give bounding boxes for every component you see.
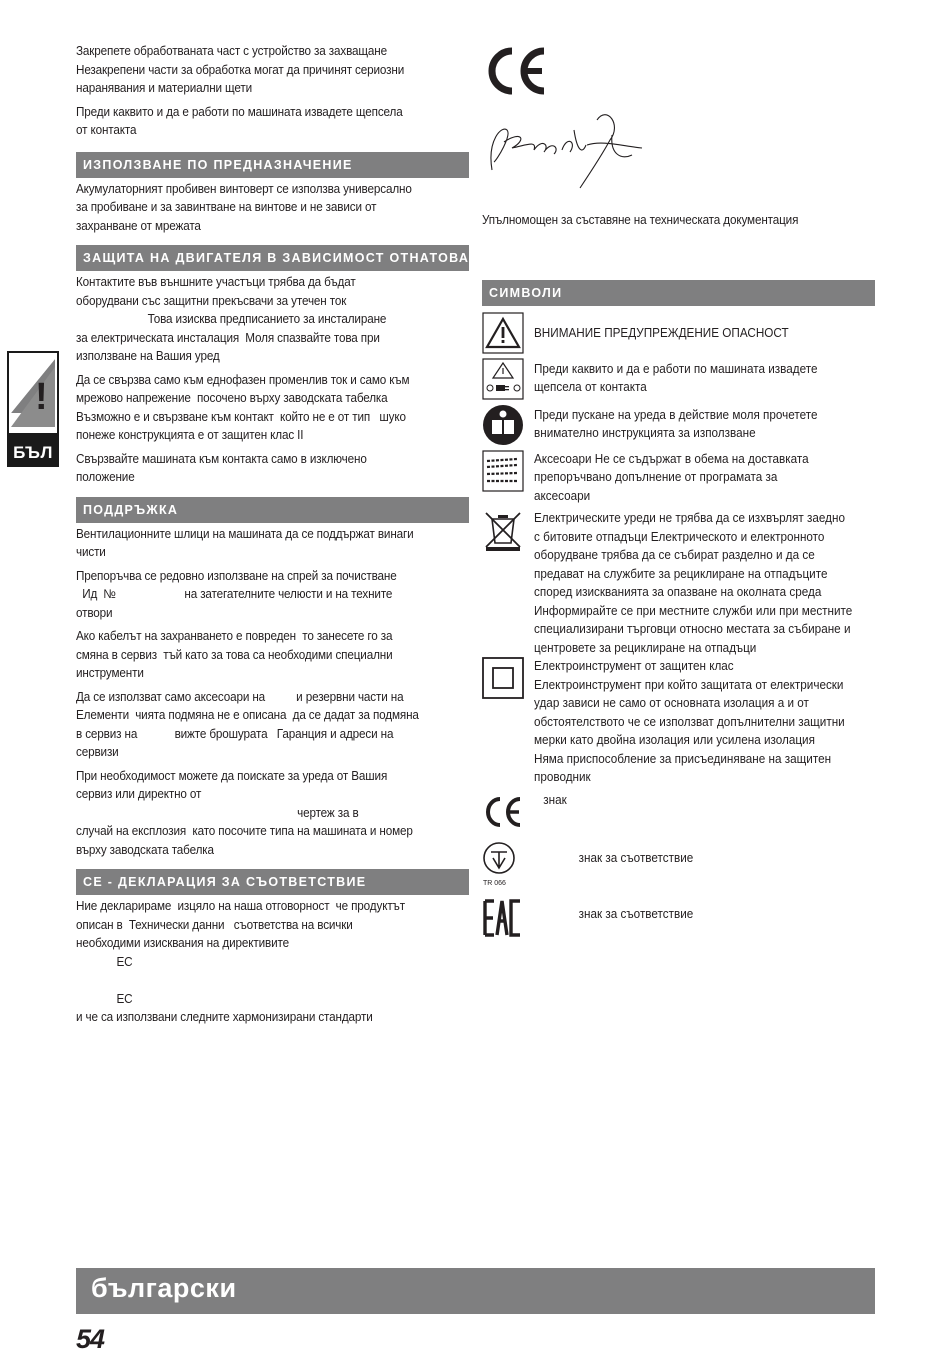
text-line: знак за съответствие <box>578 906 694 921</box>
text-line: Преди каквито и да е работи по машината извадете щепсела <box>76 104 403 119</box>
text-line: чертеж за в <box>76 805 359 820</box>
text-line: сервизи <box>76 745 119 759</box>
text-line: Електрическите уреди не трябва да се изхвърлят заедно <box>534 511 846 525</box>
text-line: ЕС <box>76 954 133 969</box>
text-line: Вентилационните шлици на машината да се поддържат винаги <box>76 526 414 541</box>
text-line: проводник <box>534 770 591 784</box>
text-line: и че са използвани следните хармонизирани стандарти <box>76 1010 373 1024</box>
symbol-row <box>482 509 875 657</box>
text-line: знак <box>543 792 567 807</box>
class-ii-icon <box>482 657 524 699</box>
text-line: Това изисква предписанието за инсталиране <box>76 312 387 326</box>
text-line: удар зависи не само от основната изолация а и от <box>534 696 809 710</box>
text-line: описан в Технически данни съответства на всички <box>76 917 353 932</box>
para-vents <box>76 525 471 562</box>
text-line: Преди пускане на уреда в действие моля прочетете <box>534 407 818 422</box>
heading-ce-declaration: CE - ДЕКЛАРАЦИЯ ЗА СЪОТВЕТСТВИЕ <box>76 869 469 895</box>
text-line: Ид № на затегателните челюсти и на техните <box>76 587 393 601</box>
page-number: 54 <box>76 1324 105 1354</box>
text-line: Закрепете обработваната част с устройство за захващане <box>76 44 387 58</box>
text-line: ВНИМАНИЕ ПРЕДУПРЕЖДЕНИЕ ОПАСНОСТ <box>534 325 789 340</box>
footer-language: български <box>91 1273 237 1303</box>
para-clamp <box>76 42 471 98</box>
text-line: отвори <box>76 605 113 620</box>
symbol-row <box>482 358 875 400</box>
para-unplug <box>76 103 471 140</box>
weee-bin-icon <box>482 509 524 551</box>
text-line: наранявания и материални щети <box>76 81 253 95</box>
text-line: смяна в сервиз тъй като за това са необходими специални <box>76 647 393 662</box>
svg-text:!: ! <box>35 376 48 418</box>
text-line: за пробиване и за завинтване на винтове и не зависи от <box>76 200 377 214</box>
text-line: захранване от мрежата <box>76 218 201 233</box>
text-line: Елементи чията подмяна не е описана да се дадат за подмяна <box>76 708 419 722</box>
text-line: внимателно инструкцията за използване <box>534 426 756 440</box>
symbol-description <box>534 404 851 443</box>
para-accessories <box>76 688 471 762</box>
read-manual-icon <box>482 404 524 446</box>
text-line: от контакта <box>76 123 137 137</box>
para-spray <box>76 567 471 623</box>
symbol-row <box>482 897 875 939</box>
text-line <box>76 971 471 990</box>
text-line: мерки като двойна изолация или усилена изолация <box>534 733 815 747</box>
text-line: оборудвани със защитни прекъсвачи за утечен ток <box>76 293 347 308</box>
signature <box>482 100 875 205</box>
text-line: сервиз или директно от <box>76 787 202 801</box>
text-line: ЗАЩИТА НА ДВИГАТЕЛЯ В ЗАВИСИМОСТ ОТ <box>83 251 410 265</box>
text-line: мрежово напрежение посочено върху заводската табелка <box>76 391 388 405</box>
text-line: Ако кабелът на захранването е повреден то занесете го за <box>76 629 393 643</box>
ce-icon <box>482 791 524 833</box>
text-line: щепсела от контакта <box>534 380 647 394</box>
tr-icon <box>482 841 524 889</box>
symbol-description <box>534 841 851 868</box>
text-line: Незакрепени части за обработка могат да причинят сериозни <box>76 62 405 77</box>
text-line: аксесоари <box>534 488 591 503</box>
text-line: за електрическата инсталация Моля спазвайте това при <box>76 330 380 345</box>
text-line: препоръчвано допълнение от програмата за <box>534 470 778 484</box>
text-line: Информирайте се при местните служби или при местните <box>534 603 853 618</box>
heading-maintenance: ПОДДРЪЖКА <box>76 497 469 523</box>
tr-caption: TR 066 <box>483 879 506 887</box>
heading-intended-use: ИЗПОЛЗВАНЕ ПО ПРЕДНАЗНАЧЕНИЕ <box>76 152 469 178</box>
para-drawing <box>76 767 471 860</box>
heading-symbols: СИМВОЛИ <box>482 280 875 306</box>
text-line: ЕС <box>76 991 133 1006</box>
symbol-row <box>482 657 875 787</box>
symbols-list <box>482 312 875 939</box>
text-line: Електроинструмент от защитен клас <box>534 659 734 673</box>
right-column <box>482 42 875 947</box>
para-cable <box>76 627 471 683</box>
text-line: положение <box>76 470 135 484</box>
text-line: Свързвайте машината към контакта само в изключено <box>76 451 367 466</box>
symbol-row <box>482 404 875 446</box>
text-line: Аксесоари Не се съдържат в обема на доставката <box>534 451 809 466</box>
symbol-row <box>482 791 875 833</box>
warning-icon <box>9 353 57 433</box>
text-line: случай на експлозия като посочите типа на машината и номер <box>76 824 413 838</box>
symbol-description <box>534 657 851 787</box>
text-line: НАТОВАРВАНЕТО <box>409 251 539 265</box>
symbol-row <box>482 312 875 354</box>
text-line: знак за съответствие <box>578 850 694 865</box>
text-line: Преди каквито и да е работи по машината извадете <box>534 361 818 376</box>
side-tab-label: БЪЛ <box>13 443 53 462</box>
symbol-description <box>534 312 851 343</box>
symbol-description <box>534 791 851 810</box>
ce-logo <box>482 42 875 100</box>
para-intended-use <box>76 180 471 236</box>
text-line: Да се използват само аксесоари на и резервни части на <box>76 689 404 704</box>
para-single-phase <box>76 371 471 445</box>
text-line: Акумулаторният пробивен винтоверт се използва универсално <box>76 181 412 196</box>
accessories-icon <box>482 450 524 492</box>
text-line: чисти <box>76 545 106 559</box>
language-footer-bar <box>76 1268 875 1314</box>
text-line: според изискванията за опазване на околната среда <box>534 585 822 599</box>
text-line: Ние декларираме изцяло на наша отговорност че продуктът <box>76 899 405 913</box>
symbol-description <box>534 358 851 397</box>
authorized-person-text: Упълномощен за съставяне на техническата документация <box>482 213 799 227</box>
symbol-description <box>534 509 852 657</box>
symbol-description <box>534 450 851 506</box>
text-line: с битовите отпадъци Електрическото и електронното <box>534 529 825 544</box>
text-line: Възможно е и свързване към контакт който не е от тип шуко <box>76 409 406 424</box>
text-line: инструменти <box>76 666 144 680</box>
text-line: специализирани търговци относно местата за събиране и <box>534 622 851 636</box>
text-line: центровете за рециклиране на отпадъци <box>534 640 757 655</box>
text-line: върху заводската табелка <box>76 842 214 857</box>
eac-icon <box>482 897 524 939</box>
text-line: оборудване трябва да се събират разделно и да се <box>534 548 815 562</box>
unplug-icon <box>482 358 524 400</box>
text-line: Електроинструмент при който защитата от електрически <box>534 677 844 692</box>
text-line: необходими изисквания на директивите <box>76 936 289 950</box>
text-line: понеже конструкцията е от защитен клас II <box>76 428 304 442</box>
para-switch-off <box>76 450 471 487</box>
warning-triangle-icon <box>482 312 524 354</box>
symbol-description <box>534 897 851 924</box>
text-line: предават на службите за рециклиране на отпадъците <box>534 566 828 581</box>
text-line: При необходимост можете да поискате за уреда от Вашия <box>76 768 388 783</box>
text-line: Контактите във външните участъци трябва да бъдат <box>76 275 356 289</box>
text-line: Няма приспособление за присъединяване на защитен <box>534 751 832 766</box>
para-rcd <box>76 273 471 366</box>
text-line: Да се свързва само към еднофазен променлив ток и само към <box>76 372 410 387</box>
text-line: обстоятелството че се използват допълнителни защитни <box>534 714 845 729</box>
heading-motor-protection <box>76 245 539 271</box>
text-line: използване на Вашия уред <box>76 349 220 363</box>
text-line: Препоръчва се редовно използване на спрей за почистване <box>76 568 397 583</box>
text-line: в сервиз на вижте брошурата Гаранция и адреси на <box>76 726 394 741</box>
symbol-row <box>482 841 875 889</box>
para-ce-declaration <box>76 897 471 1027</box>
symbol-row <box>482 450 875 506</box>
language-side-tab <box>7 351 59 467</box>
